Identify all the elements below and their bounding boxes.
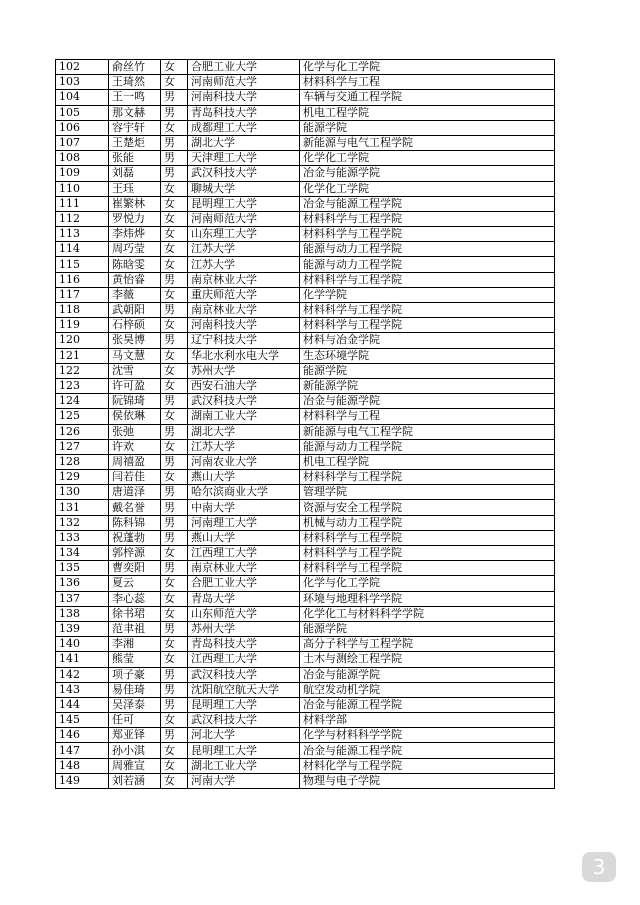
name-cell: 许欢 xyxy=(109,439,161,454)
table-row xyxy=(56,394,555,409)
university-cell: 合肥工业大学 xyxy=(188,60,300,75)
university-cell: 河南农业大学 xyxy=(188,454,300,469)
gender-cell: 男 xyxy=(161,394,188,409)
college-cell: 材料学部 xyxy=(300,713,555,728)
university-cell: 江苏大学 xyxy=(188,439,300,454)
row-number-cell: 110 xyxy=(56,181,109,196)
gender-cell: 女 xyxy=(161,287,188,302)
gender-cell: 男 xyxy=(161,682,188,697)
college-cell: 材料科学与工程 xyxy=(300,75,555,90)
table-row xyxy=(56,515,555,530)
table-row xyxy=(56,120,555,135)
name-cell: 刘磊 xyxy=(109,166,161,181)
table-row xyxy=(56,166,555,181)
table-row xyxy=(56,530,555,545)
gender-cell: 女 xyxy=(161,713,188,728)
name-cell: 吴泽泰 xyxy=(109,697,161,712)
row-number-cell: 120 xyxy=(56,333,109,348)
college-cell: 能源学院 xyxy=(300,120,555,135)
college-cell: 材料科学与工程学院 xyxy=(300,530,555,545)
name-cell: 阮锦琦 xyxy=(109,394,161,409)
table-row xyxy=(56,439,555,454)
row-number-cell: 118 xyxy=(56,303,109,318)
name-cell: 唐道泽 xyxy=(109,485,161,500)
row-number-cell: 148 xyxy=(56,758,109,773)
gender-cell: 女 xyxy=(161,546,188,561)
college-cell: 材料科学与工程 xyxy=(300,409,555,424)
college-cell: 材料科学与工程学院 xyxy=(300,561,555,576)
college-cell: 冶金与能源学院 xyxy=(300,394,555,409)
gender-cell: 女 xyxy=(161,637,188,652)
table-row xyxy=(56,333,555,348)
university-cell: 南京林业大学 xyxy=(188,303,300,318)
table-row xyxy=(56,454,555,469)
university-cell: 河南师范大学 xyxy=(188,75,300,90)
name-cell: 孙小淇 xyxy=(109,743,161,758)
college-cell: 冶金与能源工程学院 xyxy=(300,697,555,712)
name-cell: 张弛 xyxy=(109,424,161,439)
table-row xyxy=(56,75,555,90)
table-row xyxy=(56,135,555,150)
name-cell: 项子豪 xyxy=(109,667,161,682)
row-number-cell: 131 xyxy=(56,500,109,515)
table-row xyxy=(56,242,555,257)
name-cell: 马文慧 xyxy=(109,348,161,363)
college-cell: 能源与动力工程学院 xyxy=(300,257,555,272)
college-cell: 化学化工学院 xyxy=(300,151,555,166)
table-row xyxy=(56,303,555,318)
row-number-cell: 121 xyxy=(56,348,109,363)
table-row xyxy=(56,227,555,242)
university-cell: 武汉科技大学 xyxy=(188,667,300,682)
name-cell: 张昊博 xyxy=(109,333,161,348)
university-cell: 河北大学 xyxy=(188,728,300,743)
student-list-table xyxy=(55,59,555,789)
gender-cell: 男 xyxy=(161,135,188,150)
table-row xyxy=(56,348,555,363)
university-cell: 燕山大学 xyxy=(188,470,300,485)
table-row xyxy=(56,743,555,758)
university-cell: 河南科技大学 xyxy=(188,318,300,333)
name-cell: 黄怡睿 xyxy=(109,272,161,287)
name-cell: 容宇轩 xyxy=(109,120,161,135)
university-cell: 江西理工大学 xyxy=(188,546,300,561)
name-cell: 周雅宣 xyxy=(109,758,161,773)
gender-cell: 女 xyxy=(161,470,188,485)
table-row xyxy=(56,181,555,196)
row-number-cell: 104 xyxy=(56,90,109,105)
university-cell: 河南师范大学 xyxy=(188,211,300,226)
college-cell: 化学化工与材料科学学院 xyxy=(300,606,555,621)
name-cell: 夏云 xyxy=(109,576,161,591)
row-number-cell: 140 xyxy=(56,637,109,652)
name-cell: 王一鸣 xyxy=(109,90,161,105)
gender-cell: 女 xyxy=(161,227,188,242)
gender-cell: 女 xyxy=(161,257,188,272)
name-cell: 许可盈 xyxy=(109,378,161,393)
row-number-cell: 133 xyxy=(56,530,109,545)
university-cell: 南京林业大学 xyxy=(188,272,300,287)
row-number-cell: 116 xyxy=(56,272,109,287)
name-cell: 俞丝竹 xyxy=(109,60,161,75)
table-row xyxy=(56,546,555,561)
row-number-cell: 102 xyxy=(56,60,109,75)
table-row xyxy=(56,363,555,378)
university-cell: 华北水利水电大学 xyxy=(188,348,300,363)
university-cell: 湖北大学 xyxy=(188,424,300,439)
college-cell: 管理学院 xyxy=(300,485,555,500)
table-row xyxy=(56,697,555,712)
college-cell: 材料科学与工程学院 xyxy=(300,227,555,242)
name-cell: 那文赫 xyxy=(109,105,161,120)
table-row xyxy=(56,151,555,166)
college-cell: 能源与动力工程学院 xyxy=(300,242,555,257)
row-number-cell: 139 xyxy=(56,621,109,636)
college-cell: 化学与材料科学学院 xyxy=(300,728,555,743)
college-cell: 材料科学与工程学院 xyxy=(300,546,555,561)
row-number-cell: 145 xyxy=(56,713,109,728)
name-cell: 郭梓源 xyxy=(109,546,161,561)
gender-cell: 女 xyxy=(161,606,188,621)
name-cell: 张能 xyxy=(109,151,161,166)
table-row xyxy=(56,758,555,773)
college-cell: 机械与动力工程学院 xyxy=(300,515,555,530)
row-number-cell: 127 xyxy=(56,439,109,454)
row-number-cell: 137 xyxy=(56,591,109,606)
table-row xyxy=(56,652,555,667)
row-number-cell: 134 xyxy=(56,546,109,561)
college-cell: 机电工程学院 xyxy=(300,105,555,120)
row-number-cell: 123 xyxy=(56,378,109,393)
table-row xyxy=(56,667,555,682)
row-number-cell: 129 xyxy=(56,470,109,485)
college-cell: 物理与电子学院 xyxy=(300,773,555,788)
name-cell: 沈雪 xyxy=(109,363,161,378)
college-cell: 新能源与电气工程学院 xyxy=(300,135,555,150)
name-cell: 侯依琳 xyxy=(109,409,161,424)
gender-cell: 男 xyxy=(161,151,188,166)
name-cell: 祝蓬勃 xyxy=(109,530,161,545)
name-cell: 闫若佳 xyxy=(109,470,161,485)
row-number-cell: 122 xyxy=(56,363,109,378)
gender-cell: 男 xyxy=(161,454,188,469)
gender-cell: 男 xyxy=(161,333,188,348)
table-row xyxy=(56,409,555,424)
name-cell: 王琦然 xyxy=(109,75,161,90)
university-cell: 河南理工大学 xyxy=(188,515,300,530)
university-cell: 青岛科技大学 xyxy=(188,105,300,120)
university-cell: 南京林业大学 xyxy=(188,561,300,576)
row-number-cell: 147 xyxy=(56,743,109,758)
row-number-cell: 103 xyxy=(56,75,109,90)
row-number-cell: 138 xyxy=(56,606,109,621)
university-cell: 成都理工大学 xyxy=(188,120,300,135)
gender-cell: 男 xyxy=(161,90,188,105)
gender-cell: 女 xyxy=(161,75,188,90)
row-number-cell: 113 xyxy=(56,227,109,242)
table-row xyxy=(56,272,555,287)
college-cell: 材料科学与工程学院 xyxy=(300,303,555,318)
gender-cell: 女 xyxy=(161,591,188,606)
university-cell: 昆明理工大学 xyxy=(188,196,300,211)
gender-cell: 男 xyxy=(161,561,188,576)
university-cell: 重庆师范大学 xyxy=(188,287,300,302)
name-cell: 李湘 xyxy=(109,637,161,652)
table-row xyxy=(56,105,555,120)
university-cell: 天津理工大学 xyxy=(188,151,300,166)
university-cell: 武汉科技大学 xyxy=(188,166,300,181)
gender-cell: 女 xyxy=(161,242,188,257)
college-cell: 材料化学与工程学院 xyxy=(300,758,555,773)
gender-cell: 男 xyxy=(161,272,188,287)
table-row xyxy=(56,257,555,272)
row-number-cell: 142 xyxy=(56,667,109,682)
university-cell: 中南大学 xyxy=(188,500,300,515)
table-row xyxy=(56,485,555,500)
name-cell: 熊莹 xyxy=(109,652,161,667)
table-row xyxy=(56,637,555,652)
row-number-cell: 132 xyxy=(56,515,109,530)
name-cell: 陈晗雯 xyxy=(109,257,161,272)
college-cell: 化学与化工学院 xyxy=(300,60,555,75)
name-cell: 李炜烨 xyxy=(109,227,161,242)
row-number-cell: 115 xyxy=(56,257,109,272)
gender-cell: 男 xyxy=(161,515,188,530)
row-number-cell: 143 xyxy=(56,682,109,697)
college-cell: 高分子科学与工程学院 xyxy=(300,637,555,652)
university-cell: 沈阳航空航天大学 xyxy=(188,682,300,697)
name-cell: 陈科锦 xyxy=(109,515,161,530)
row-number-cell: 146 xyxy=(56,728,109,743)
name-cell: 刘若涵 xyxy=(109,773,161,788)
gender-cell: 女 xyxy=(161,181,188,196)
university-cell: 青岛科技大学 xyxy=(188,637,300,652)
row-number-cell: 128 xyxy=(56,454,109,469)
row-number-cell: 149 xyxy=(56,773,109,788)
gender-cell: 女 xyxy=(161,196,188,211)
row-number-cell: 119 xyxy=(56,318,109,333)
gender-cell: 女 xyxy=(161,773,188,788)
college-cell: 冶金与能源学院 xyxy=(300,667,555,682)
row-number-cell: 144 xyxy=(56,697,109,712)
college-cell: 冶金与能源工程学院 xyxy=(300,743,555,758)
gender-cell: 女 xyxy=(161,348,188,363)
college-cell: 机电工程学院 xyxy=(300,454,555,469)
college-cell: 化学学院 xyxy=(300,287,555,302)
name-cell: 范聿祖 xyxy=(109,621,161,636)
college-cell: 材料与冶金学院 xyxy=(300,333,555,348)
name-cell: 王珏 xyxy=(109,181,161,196)
name-cell: 武朝阳 xyxy=(109,303,161,318)
table-row xyxy=(56,728,555,743)
name-cell: 李心蕊 xyxy=(109,591,161,606)
table-row xyxy=(56,196,555,211)
table-row xyxy=(56,773,555,788)
table-row xyxy=(56,576,555,591)
name-cell: 周巧莹 xyxy=(109,242,161,257)
table-row xyxy=(56,621,555,636)
university-cell: 武汉科技大学 xyxy=(188,394,300,409)
gender-cell: 男 xyxy=(161,424,188,439)
name-cell: 戴名誉 xyxy=(109,500,161,515)
university-cell: 苏州大学 xyxy=(188,621,300,636)
college-cell: 材料科学与工程学院 xyxy=(300,272,555,287)
row-number-cell: 108 xyxy=(56,151,109,166)
gender-cell: 女 xyxy=(161,378,188,393)
table-row xyxy=(56,682,555,697)
university-cell: 辽宁科技大学 xyxy=(188,333,300,348)
college-cell: 新能源学院 xyxy=(300,378,555,393)
college-cell: 冶金与能源工程学院 xyxy=(300,196,555,211)
college-cell: 环境与地理科学学院 xyxy=(300,591,555,606)
table-row xyxy=(56,287,555,302)
table-body xyxy=(56,60,555,789)
table-row xyxy=(56,500,555,515)
gender-cell: 女 xyxy=(161,439,188,454)
college-cell: 化学与化工学院 xyxy=(300,576,555,591)
college-cell: 材料科学与工程学院 xyxy=(300,211,555,226)
row-number-cell: 130 xyxy=(56,485,109,500)
name-cell: 李薇 xyxy=(109,287,161,302)
college-cell: 材料科学与工程学院 xyxy=(300,318,555,333)
college-cell: 车辆与交通工程学院 xyxy=(300,90,555,105)
university-cell: 西安石油大学 xyxy=(188,378,300,393)
university-cell: 湖北工业大学 xyxy=(188,758,300,773)
gender-cell: 男 xyxy=(161,303,188,318)
gender-cell: 女 xyxy=(161,652,188,667)
name-cell: 易佳琦 xyxy=(109,682,161,697)
university-cell: 哈尔滨商业大学 xyxy=(188,485,300,500)
table-row xyxy=(56,424,555,439)
gender-cell: 女 xyxy=(161,318,188,333)
college-cell: 材料科学与工程学院 xyxy=(300,470,555,485)
table-row xyxy=(56,318,555,333)
gender-cell: 男 xyxy=(161,697,188,712)
row-number-cell: 126 xyxy=(56,424,109,439)
gender-cell: 男 xyxy=(161,166,188,181)
gender-cell: 女 xyxy=(161,743,188,758)
table-row xyxy=(56,591,555,606)
name-cell: 郑亚铎 xyxy=(109,728,161,743)
row-number-cell: 114 xyxy=(56,242,109,257)
name-cell: 任可 xyxy=(109,713,161,728)
page-number-badge: 3 xyxy=(582,852,616,882)
gender-cell: 女 xyxy=(161,576,188,591)
college-cell: 新能源与电气工程学院 xyxy=(300,424,555,439)
university-cell: 武汉科技大学 xyxy=(188,713,300,728)
name-cell: 徐书珺 xyxy=(109,606,161,621)
university-cell: 昆明理工大学 xyxy=(188,697,300,712)
gender-cell: 男 xyxy=(161,530,188,545)
university-cell: 江苏大学 xyxy=(188,242,300,257)
gender-cell: 女 xyxy=(161,409,188,424)
table-row xyxy=(56,60,555,75)
gender-cell: 男 xyxy=(161,105,188,120)
name-cell: 罗悦力 xyxy=(109,211,161,226)
table-row xyxy=(56,713,555,728)
table-row xyxy=(56,211,555,226)
row-number-cell: 109 xyxy=(56,166,109,181)
row-number-cell: 117 xyxy=(56,287,109,302)
university-cell: 昆明理工大学 xyxy=(188,743,300,758)
name-cell: 周禧盈 xyxy=(109,454,161,469)
table-row xyxy=(56,378,555,393)
university-cell: 燕山大学 xyxy=(188,530,300,545)
table-row xyxy=(56,470,555,485)
table-row xyxy=(56,606,555,621)
college-cell: 化学化工学院 xyxy=(300,181,555,196)
gender-cell: 女 xyxy=(161,211,188,226)
gender-cell: 女 xyxy=(161,120,188,135)
university-cell: 河南科技大学 xyxy=(188,90,300,105)
college-cell: 土木与测绘工程学院 xyxy=(300,652,555,667)
college-cell: 航空发动机学院 xyxy=(300,682,555,697)
row-number-cell: 107 xyxy=(56,135,109,150)
row-number-cell: 111 xyxy=(56,196,109,211)
college-cell: 能源学院 xyxy=(300,363,555,378)
row-number-cell: 106 xyxy=(56,120,109,135)
gender-cell: 女 xyxy=(161,363,188,378)
university-cell: 山东师范大学 xyxy=(188,606,300,621)
university-cell: 聊城大学 xyxy=(188,181,300,196)
gender-cell: 男 xyxy=(161,728,188,743)
gender-cell: 男 xyxy=(161,500,188,515)
university-cell: 合肥工业大学 xyxy=(188,576,300,591)
university-cell: 山东理工大学 xyxy=(188,227,300,242)
table-row xyxy=(56,561,555,576)
name-cell: 崔繁林 xyxy=(109,196,161,211)
gender-cell: 女 xyxy=(161,60,188,75)
college-cell: 生态环境学院 xyxy=(300,348,555,363)
university-cell: 青岛大学 xyxy=(188,591,300,606)
university-cell: 湖北大学 xyxy=(188,135,300,150)
row-number-cell: 125 xyxy=(56,409,109,424)
name-cell: 石梓硕 xyxy=(109,318,161,333)
row-number-cell: 124 xyxy=(56,394,109,409)
gender-cell: 男 xyxy=(161,485,188,500)
university-cell: 湖南工业大学 xyxy=(188,409,300,424)
college-cell: 冶金与能源学院 xyxy=(300,166,555,181)
college-cell: 资源与安全工程学院 xyxy=(300,500,555,515)
name-cell: 曹奕阳 xyxy=(109,561,161,576)
row-number-cell: 141 xyxy=(56,652,109,667)
gender-cell: 男 xyxy=(161,667,188,682)
gender-cell: 男 xyxy=(161,621,188,636)
university-cell: 苏州大学 xyxy=(188,363,300,378)
row-number-cell: 135 xyxy=(56,561,109,576)
college-cell: 能源学院 xyxy=(300,621,555,636)
university-cell: 河南大学 xyxy=(188,773,300,788)
college-cell: 能源与动力工程学院 xyxy=(300,439,555,454)
row-number-cell: 136 xyxy=(56,576,109,591)
table-row xyxy=(56,90,555,105)
gender-cell: 女 xyxy=(161,758,188,773)
row-number-cell: 112 xyxy=(56,211,109,226)
row-number-cell: 105 xyxy=(56,105,109,120)
university-cell: 江西理工大学 xyxy=(188,652,300,667)
university-cell: 江苏大学 xyxy=(188,257,300,272)
name-cell: 王楚炬 xyxy=(109,135,161,150)
